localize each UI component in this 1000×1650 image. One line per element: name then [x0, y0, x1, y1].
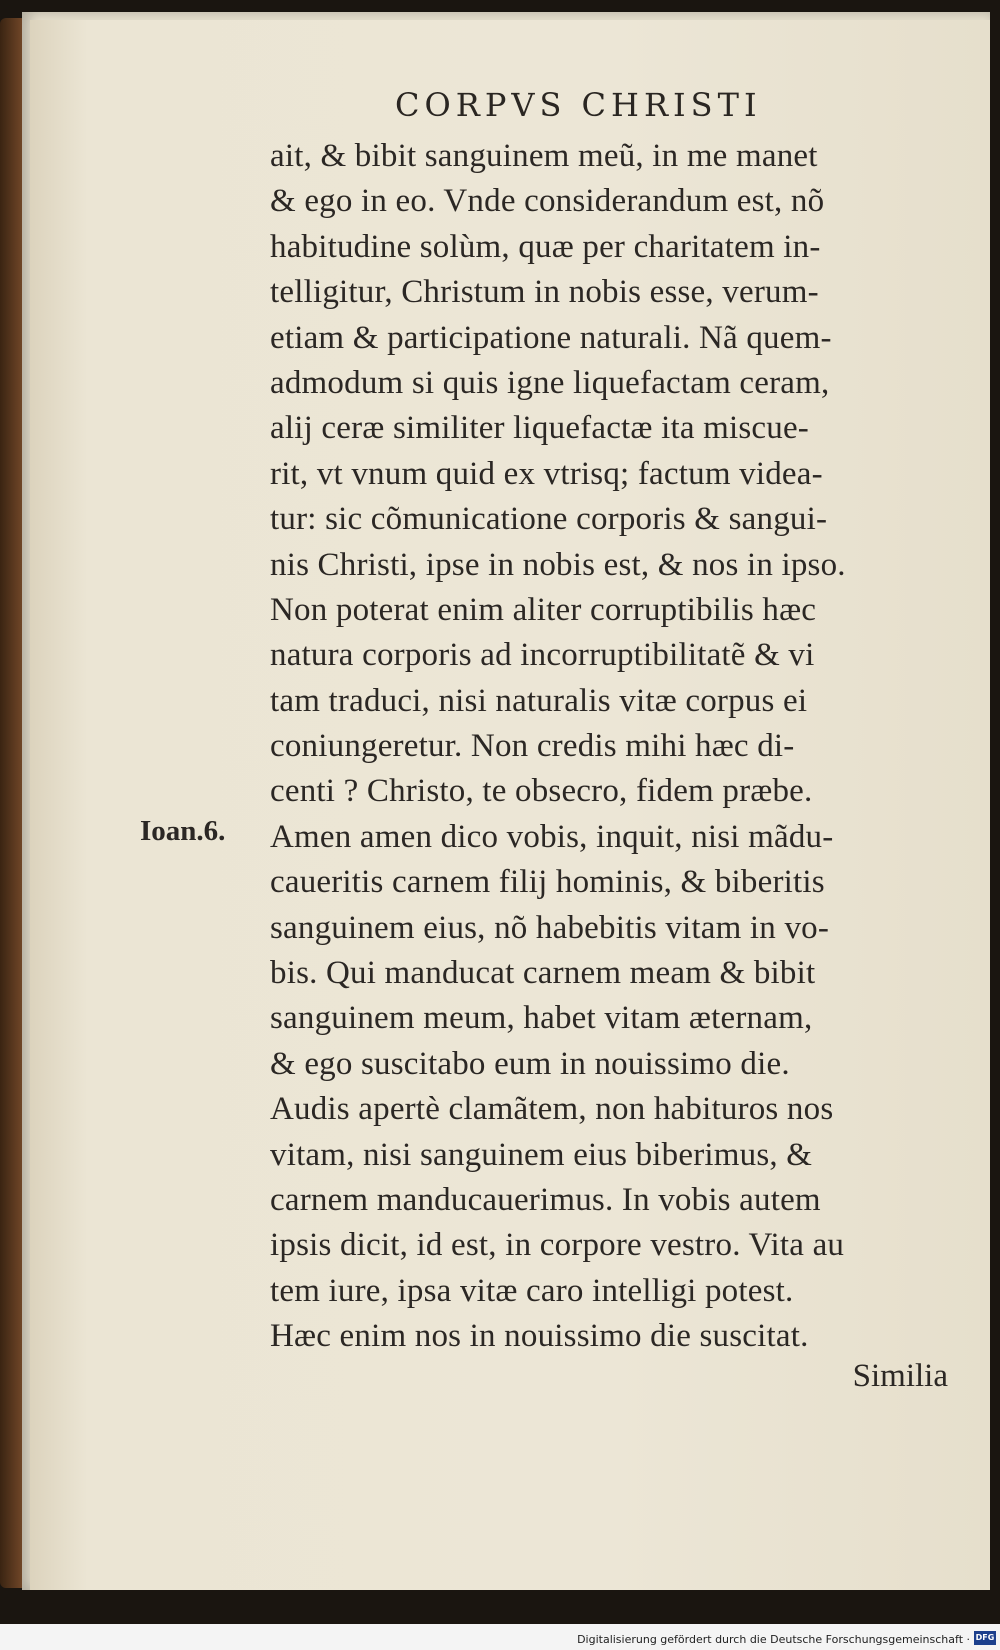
- text-line: Hæc enim nos in nouissimo die suscitat.: [270, 1318, 809, 1355]
- text-line: centi ? Christo, te obsecro, fidem præbe.: [270, 773, 813, 810]
- text-line: rit, vt vnum quid ex vtrisq; factum videa-: [270, 455, 823, 492]
- text-line: caueritis carnem filij hominis, & biberitis: [270, 864, 825, 901]
- text-line: Non poterat enim aliter corruptibilis hæc: [270, 591, 817, 628]
- text-line: habitudine solùm, quæ per charitatem in-: [270, 228, 821, 265]
- text-line: & ego in eo. Vnde considerandum est, nõ: [270, 183, 825, 220]
- text-line: alij ceræ similiter liquefactæ ita miscue-: [270, 410, 809, 447]
- text-line: Audis apertè clamãtem, non habituros nos: [270, 1091, 834, 1128]
- text-line: etiam & participatione naturali. Nã quem-: [270, 319, 832, 356]
- text-line: sanguinem eius, nõ habebitis vitam in vo-: [270, 909, 830, 946]
- dfg-logo: DFG: [974, 1631, 996, 1645]
- catchword: Similia: [852, 1358, 948, 1394]
- text-line: bis. Qui manducat carnem meam & bibit: [270, 955, 816, 992]
- footer-bar: [0, 1624, 1000, 1650]
- text-line: ait, & bibit sanguinem meũ, in me manet: [270, 138, 818, 174]
- text-line: coniungeretur. Non credis mihi hæc di-: [270, 728, 795, 765]
- text-line: tam traduci, nisi naturalis vitæ corpus ei: [270, 682, 808, 719]
- text-line: Amen amen dico vobis, inquit, nisi mãdu-: [270, 818, 834, 855]
- text-line: telligitur, Christum in nobis esse, verum-: [270, 274, 819, 311]
- text-line: tem iure, ipsa vitæ caro intelligi potest.: [270, 1272, 794, 1309]
- text-line: natura corporis ad incorruptibilitatẽ & vi: [270, 637, 815, 674]
- running-head: CORPVS CHRISTI: [395, 86, 762, 124]
- margin-note: Ioan.6.: [140, 815, 226, 847]
- text-line: sanguinem meum, habet vitam æternam,: [270, 1000, 813, 1037]
- text-line: nis Christi, ipse in nobis est, & nos in ipso.: [270, 546, 846, 583]
- text-line: & ego suscitabo eum in nouissimo die.: [270, 1045, 790, 1082]
- text-line: admodum si quis igne liquefactam ceram,: [270, 364, 830, 401]
- text-line: tur: sic cõmunicatione corporis & sangui-: [270, 501, 828, 538]
- text-line: vitam, nisi sanguinem eius biberimus, &: [270, 1136, 813, 1173]
- text-block: [270, 134, 970, 1360]
- text-line: ipsis dicit, id est, in corpore vestro. Vita au: [270, 1227, 845, 1264]
- text-line: carnem manducauerimus. In vobis autem: [270, 1181, 821, 1218]
- footer-credit: Digitalisierung gefördert durch die Deutsche Forschungsgemeinschaft ·: [577, 1633, 970, 1646]
